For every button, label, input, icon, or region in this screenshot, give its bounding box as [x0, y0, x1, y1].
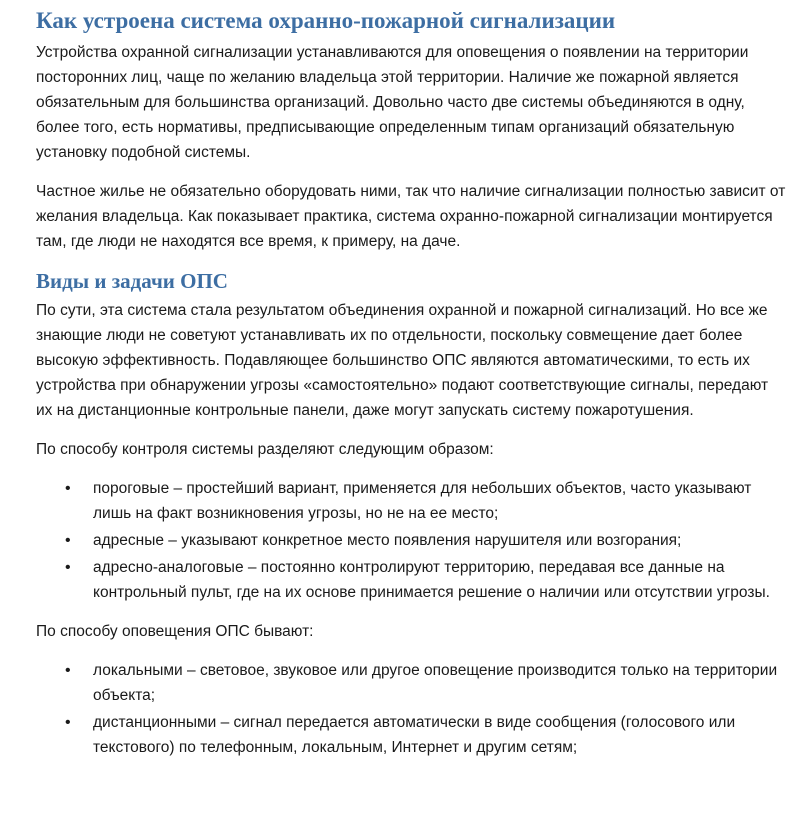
list-item	[36, 528, 788, 553]
bullet-icon: •	[65, 714, 71, 731]
section-title-types: Виды и задачи ОПС	[36, 269, 228, 293]
document-page	[36, 0, 788, 774]
list-item	[36, 555, 788, 605]
bullet-icon: •	[65, 480, 71, 497]
list-item	[36, 658, 788, 708]
bullet-icon: •	[65, 559, 71, 576]
paragraph-types-overview: По сути, эта система стала результатом объединения охранной и пожарной сигнализаций. Но все же знающие люди не советуют устанавливать их по отдельности, поскольку совмещение дает более высокую эффективность. Подавляющее большинство ОПС являются автоматическими, то есть их устройства при обнаружении угрозы «самостоятельно» подают соответствующие сигналы, передают их на дистанционные контрольные панели, даже могут запускать систему пожаротушения.	[36, 302, 769, 419]
list-item	[36, 710, 788, 760]
list-item	[36, 476, 788, 526]
alert-types-list	[36, 658, 788, 760]
list-item-text: пороговые – простейший вариант, применяется для небольших объектов, часто указывают лишь на факт возникновения угрозы, но не на ее место;	[93, 480, 752, 522]
section-title-security-system: Как устроена система охранно-пожарной сигнализации	[36, 8, 616, 33]
bullet-icon: •	[65, 662, 71, 679]
list-item-text: адресные – указывают конкретное место появления нарушителя или возгорания;	[93, 532, 682, 549]
paragraph-control-intro: По способу контроля системы разделяют следующим образом:	[36, 441, 494, 458]
bullet-icon: •	[65, 532, 71, 549]
list-item-text: локальными – световое, звуковое или другое оповещение производится только на территории объекта;	[93, 662, 778, 704]
paragraph-intro: Устройства охранной сигнализации устанавливаются для оповещения о появлении на территории посторонних лиц, чаще по желанию владельца этой территории. Наличие же пожарной является обязательным для большинства организаций. Довольно часто две системы объединяются в одну, более того, есть нормативы, предписывающие определенным типам организаций обязательную установку подобной системы.	[36, 44, 749, 161]
paragraph-private-housing: Частное жилье не обязательно оборудовать ними, так что наличие сигнализации полностью зависит от желания владельца. Как показывает практика, система охранно-пожарной сигнализации монтируется там, где люди не находятся все время, к примеру, на даче.	[36, 183, 786, 250]
list-item-text: дистанционными – сигнал передается автоматически в виде сообщения (голосового или текстового) по телефонным, локальным, Интернет и другим сетям;	[93, 714, 736, 756]
paragraph-alert-intro: По способу оповещения ОПС бывают:	[36, 623, 314, 640]
list-item-text: адресно-аналоговые – постоянно контролируют территорию, передавая все данные на контрольный пульт, где на их основе принимается решение о наличии или отсутствии угрозы.	[93, 559, 770, 601]
control-types-list	[36, 476, 788, 605]
